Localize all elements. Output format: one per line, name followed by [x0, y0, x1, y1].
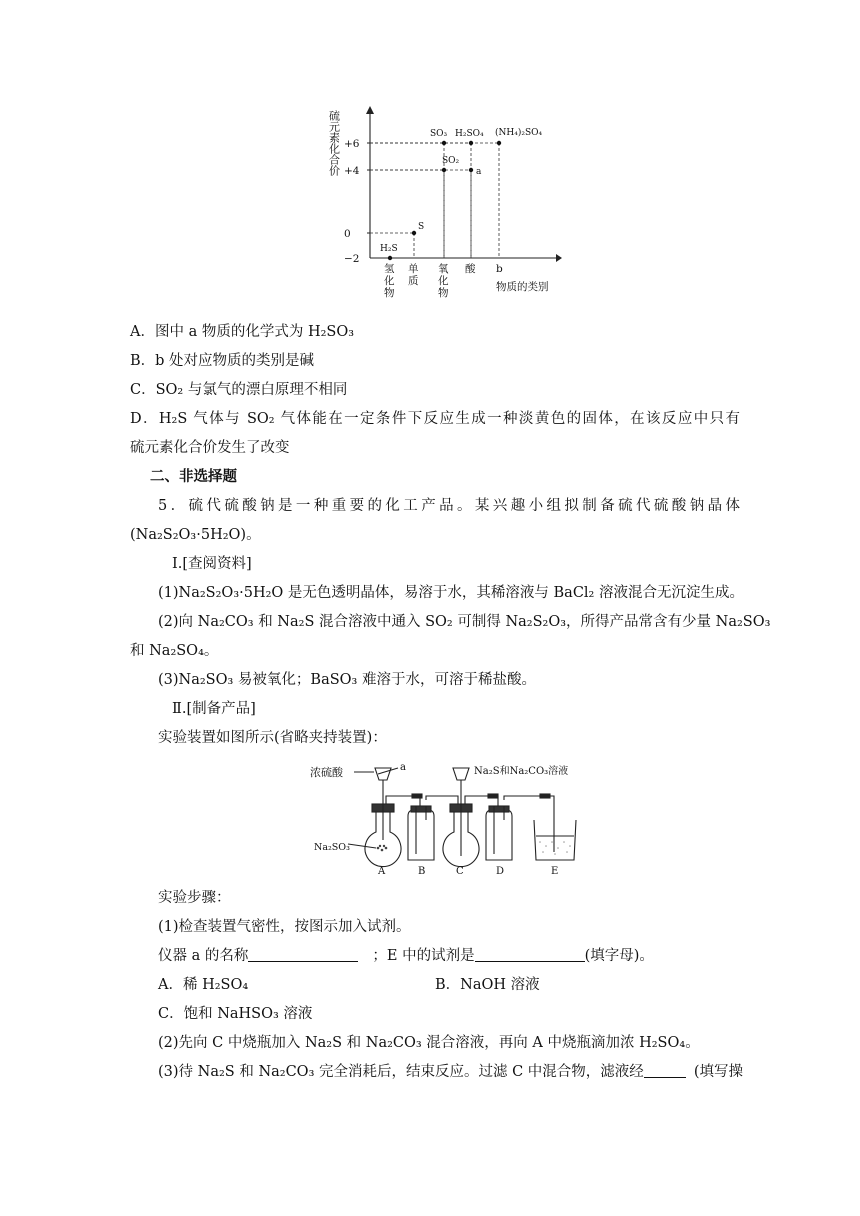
point-label: SO₂: [442, 156, 460, 166]
y-tick-label: 0: [344, 228, 351, 240]
option-d-line1: D．H₂S 气体与 SO₂ 气体能在一定条件下反应生成一种淡黄色的固体，在该反应中只有: [130, 411, 740, 427]
reference-1: (1)Na₂S₂O₃·5H₂O 是无色透明晶体，易溶于水，其稀溶液与 BaCl₂ 溶液混合无沉淀生成。: [158, 585, 744, 601]
option-d-line2: 硫元素化合价发生了改变: [130, 440, 290, 456]
step-3: [158, 1062, 743, 1082]
y-axis-arrow: [366, 106, 374, 114]
steps-heading: 实验步骤：: [158, 890, 231, 906]
option-a: A．图中 a 物质的化学式为 H₂SO₃: [130, 324, 355, 340]
part-1-heading: Ⅰ.[查阅资料]: [172, 556, 252, 572]
question-5-line1: 5．硫代硫酸钠是一种重要的化工产品。某兴趣小组拟制备硫代硫酸钠晶体: [158, 498, 740, 514]
label-conc-acid: 浓硫酸: [310, 766, 343, 779]
point-label: H₂S: [380, 244, 398, 254]
reference-3: (3)Na₂SO₃ 易被氧化；BaSO₃ 难溶于水，可溶于稀盐酸。: [158, 672, 536, 688]
label-B: B: [418, 866, 426, 877]
x-category-label: 酸: [465, 263, 476, 275]
bottle-b: [408, 810, 434, 860]
x-category-label: b: [496, 263, 503, 275]
label-E: E: [551, 866, 559, 877]
option-b: B．b 处对应物质的类别是碱: [130, 353, 315, 369]
bottle-d: [486, 810, 512, 860]
choice-b: B．NaOH 溶液: [435, 977, 540, 993]
y-axis-label: 硫元素化合价: [327, 110, 341, 176]
reference-2-line1: (2)向 Na₂CO₃ 和 Na₂S 混合溶液中通入 SO₂ 可制得 Na₂S₂O₃，所得产品常含有少量 Na₂SO₃: [158, 614, 771, 630]
apparatus-caption: 实验装置如图所示(省略夹持装置)：: [158, 730, 387, 746]
instrument-a-prompt: 仪器 a 的名称: [158, 948, 249, 964]
step-1: (1)检查装置气密性，按图示加入试剂。: [158, 919, 411, 935]
choice-c: C．饱和 NaHSO₃ 溶液: [158, 1006, 313, 1022]
point-label: H₂SO₄: [455, 129, 484, 139]
data-point: [497, 141, 501, 145]
y-tick-label: +6: [344, 138, 360, 150]
label-solution: Na₂S和Na₂CO₃溶液: [474, 766, 569, 777]
fill-letter-note: (填字母)。: [584, 948, 654, 964]
part-2-heading: Ⅱ.[制备产品]: [172, 701, 256, 717]
reference-2-line2: 和 Na₂SO₄。: [130, 643, 219, 659]
data-point: [442, 141, 446, 145]
x-axis-arrow: [556, 254, 562, 262]
data-point: [388, 256, 392, 260]
label-a: a: [400, 762, 406, 773]
valence-chart: [320, 100, 580, 305]
step-3-text: (3)待 Na₂S 和 Na₂CO₃ 完全消耗后，结束反应。过滤 C 中混合物，滤液经: [158, 1064, 644, 1080]
data-point: [442, 168, 446, 172]
reagent-e-prompt: ；E 中的试剂是: [372, 948, 475, 964]
chart-guides: [370, 143, 499, 258]
x-category-label: 氢化物: [384, 263, 395, 299]
label-na2so3: Na₂SO₃: [314, 842, 350, 853]
question-5-line2: (Na₂S₂O₃·5H₂O)。: [130, 527, 261, 543]
data-point: [469, 168, 473, 172]
option-c: C．SO₂ 与氯气的漂白原理不相同: [130, 382, 348, 398]
y-tick-label: +4: [344, 165, 360, 177]
choice-a: A．稀 H₂SO₄: [158, 977, 249, 993]
choice-row-1: [158, 975, 768, 995]
answer-blank-instrument[interactable]: [248, 947, 358, 962]
label-D: D: [496, 866, 505, 877]
label-A: A: [378, 866, 386, 877]
dropping-funnel: [375, 768, 391, 780]
step-2: (2)先向 C 中烧瓶加入 Na₂S 和 Na₂CO₃ 混合溶液，再向 A 中烧瓶滴加浓 H₂SO₄。: [158, 1035, 700, 1051]
point-label: SO₃: [430, 129, 448, 139]
step-1-question: [158, 946, 768, 966]
answer-blank-reagent[interactable]: [475, 947, 585, 962]
point-label: (NH₄)₂SO₄: [495, 128, 543, 138]
x-axis-label: 物质的类别: [496, 281, 549, 293]
data-point: [469, 141, 473, 145]
x-category-label: 单质: [408, 263, 419, 287]
section-heading: 二、非选择题: [150, 468, 237, 485]
step-3-continued: (填写操: [693, 1064, 743, 1080]
point-label: S: [418, 222, 425, 232]
x-category-label: 氧化物: [438, 263, 449, 299]
answer-blank-operation[interactable]: [644, 1063, 686, 1078]
point-label: a: [476, 167, 482, 177]
y-tick-label: −2: [344, 253, 360, 265]
data-point: [412, 231, 416, 235]
label-C: C: [456, 866, 464, 877]
apparatus-figure: [308, 760, 588, 880]
